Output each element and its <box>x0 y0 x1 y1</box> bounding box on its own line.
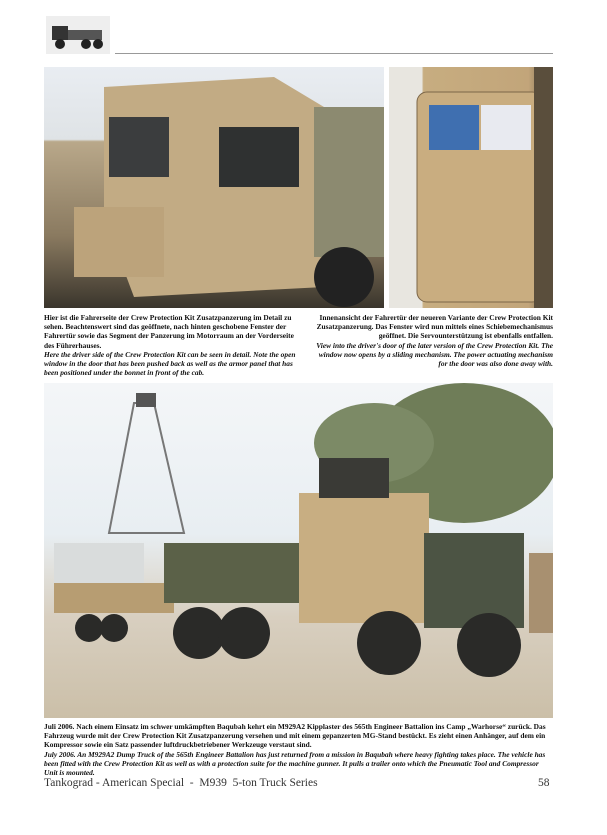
caption-right <box>308 313 553 368</box>
caption-left-english: Here the driver side of the Crew Protection Kit can be seen in detail. Note the open window in the door that has been pushed back as well as the armor panel that has been positioned under the bonnet in front of the cab. <box>44 349 296 378</box>
caption-bottom-english: July 2006. An M929A2 Dump Truck of the 565th Engineer Battalion has just returned from a mission in Baqubah where heavy fighting takes place. The vehicle has been fitted with the Crew Protection Kit as well as with a protection suite for the machine gunner. It pulls a trailer onto which the Pneumatic Tool and Compressor Unit is mounted. <box>44 749 546 778</box>
photo-driver-door-interior <box>389 67 553 308</box>
photo-driver-side-armor <box>44 67 384 308</box>
photo-m929a2-dump-truck <box>44 383 553 718</box>
header-rule <box>115 53 553 54</box>
caption-bottom <box>44 722 553 777</box>
truck-logo-icon <box>46 16 110 54</box>
caption-bottom-german: Juli 2006. Nach einem Einsatz im schwer umkämpften Baqubah kehrt ein M929A2 Kipplaster des 565th Engineer Battalion ins Camp „Warhorse“ zurück. Das Fahrzeug wurde mit der Crew Protection Kit Zusatzpanzerung versehen und mit einem gepanzerten MG-Stand bestückt. Es zieht einen Anhänger, auf dem ein Kompressor sowie ein Satz passender luftdruckbetriebener Werkzeuge verstaut sind. <box>44 722 546 750</box>
caption-right-german: Innenansicht der Fahrertür der neueren Variante der Crew Protection Kit Zusatzpanzerung. Das Fenster wird nun mittels eines Schiebemechanismus geöffnet. Die Servounterstützung ist ebenfalls entfallen. <box>316 313 553 341</box>
caption-right-english: View into the driver's door of the later version of the Crew Protection Kit. The window now opens by a sliding mechanism. The power actuating mechanism for the door was also done away with. <box>316 340 553 369</box>
page-number: 58 <box>538 777 550 789</box>
caption-left-german: Hier ist die Fahrerseite der Crew Protection Kit Zusatzpanzerung im Detail zu sehen. Beachtenswert sind das geöffnete, nach hinten geschobene Fenster der Fahrertür sowie das Segment der Panzerung im Motorraum an der Vorderseite des Führerhauses. <box>44 313 294 350</box>
footer-title: Tankograd - American Special - M939 5-ton Truck Series <box>44 777 318 789</box>
caption-left <box>44 313 302 377</box>
